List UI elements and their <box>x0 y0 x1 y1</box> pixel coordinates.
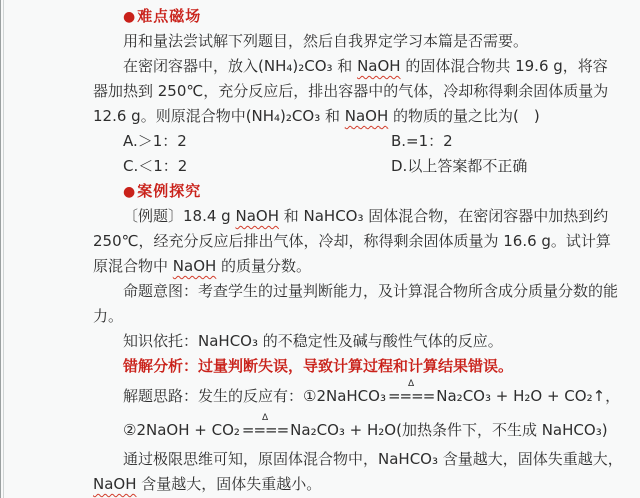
section-heading-label: 难点磁场 <box>137 7 202 25</box>
text-run: ②2NaOH + CO₂ <box>123 421 240 439</box>
text-line <box>93 379 621 413</box>
text-run: 的质量分数。 <box>216 257 312 275</box>
chem-formula-flagged: NaOH <box>235 207 279 225</box>
option-item: B.=1：2 <box>391 132 453 150</box>
text-line <box>93 204 616 229</box>
text-line <box>93 29 616 54</box>
section-heading <box>93 179 616 204</box>
text-run: 器加热到 250℃，充分反应后，排出容器中的气体，冷却称得剩余固体质量为 <box>93 82 609 100</box>
text-run: 用和量法尝试解下列题目，然后自我界定学习本篇是否需要。 <box>123 32 529 50</box>
heated-reaction-equals-symbol <box>242 414 288 438</box>
text-run: 解题思路：发生的反应有：①2NaHCO₃ <box>123 387 386 405</box>
text-run: 在密闭容器中，放入(NH₄)₂CO₃ 和 <box>123 57 358 75</box>
heated-reaction-equals-symbol <box>388 380 434 404</box>
text-run: 250℃，经充分反应后排出气体，冷却，称得剩余固体质量为 16.6 g。试计算 <box>93 232 611 250</box>
text-line <box>93 254 616 279</box>
option-item: C.＜1：2 <box>123 157 188 175</box>
text-line <box>93 54 616 79</box>
text-run: 〔例题〕18.4 g <box>123 207 236 225</box>
chem-formula-flagged: NaOH <box>172 257 217 275</box>
chem-formula-flagged: NaOH <box>93 475 137 493</box>
text-line <box>93 104 616 129</box>
text-line <box>93 79 616 104</box>
answer-options-row <box>93 154 616 179</box>
text-run: Na₂CO₃ + H₂O(加热条件下，不生成 NaHCO₃) <box>290 421 608 439</box>
text-line <box>93 413 616 447</box>
equals-bar: ==== <box>241 421 289 439</box>
delta-heat-icon: Δ <box>408 379 415 389</box>
bullet-icon: ● <box>123 184 137 200</box>
text-run: 通过极限思维可知，原固体混合物中，NaHCO₃ 含量越大，固体失重越大， <box>123 450 623 468</box>
bullet-icon: ● <box>123 9 137 25</box>
section-heading <box>93 4 616 29</box>
text-run: 和 NaHCO₃ 固体混合物，在密闭容器中加热到约 <box>278 207 609 225</box>
delta-heat-icon: Δ <box>261 413 269 423</box>
answer-options-row <box>93 129 616 154</box>
text-line <box>93 279 619 304</box>
text-run: 力。 <box>93 307 124 325</box>
equals-bar: ==== <box>387 387 435 405</box>
section-heading-label: 案例探究 <box>137 182 202 200</box>
text-run: 命题意图：考查学生的过量判断能力，及计算混合物所含成分质量分数的能 <box>123 282 619 300</box>
text-line <box>93 229 616 254</box>
option-item: D.以上答案都不正确 <box>391 157 528 175</box>
text-run: Na₂CO₃ + H₂O + CO₂↑， <box>436 387 621 405</box>
text-run: 原混合物中 <box>93 257 173 275</box>
option-item: A.＞1：2 <box>123 132 187 150</box>
text-line <box>93 329 616 354</box>
text-run: 的物质的量之比为( ) <box>388 107 540 125</box>
text-run: 知识依托：NaHCO₃ 的不稳定性及碱与酸性气体的反应。 <box>123 332 503 350</box>
chem-formula-flagged: NaOH <box>357 57 401 75</box>
text-run: 的固体混合物共 19.6 g，将容 <box>400 57 608 75</box>
text-line <box>93 447 623 472</box>
text-line <box>93 304 616 329</box>
text-line <box>93 354 616 379</box>
text-run: 错解分析：过量判断失误，导致计算过程和计算结果错误。 <box>123 357 514 375</box>
text-run: 含量越大，固体失重越小。 <box>136 475 322 493</box>
chem-formula-flagged: NaOH <box>344 107 389 125</box>
text-run: 12.6 g。则原混合物中(NH₄)₂CO₃ 和 <box>93 107 345 125</box>
text-line <box>93 472 616 497</box>
